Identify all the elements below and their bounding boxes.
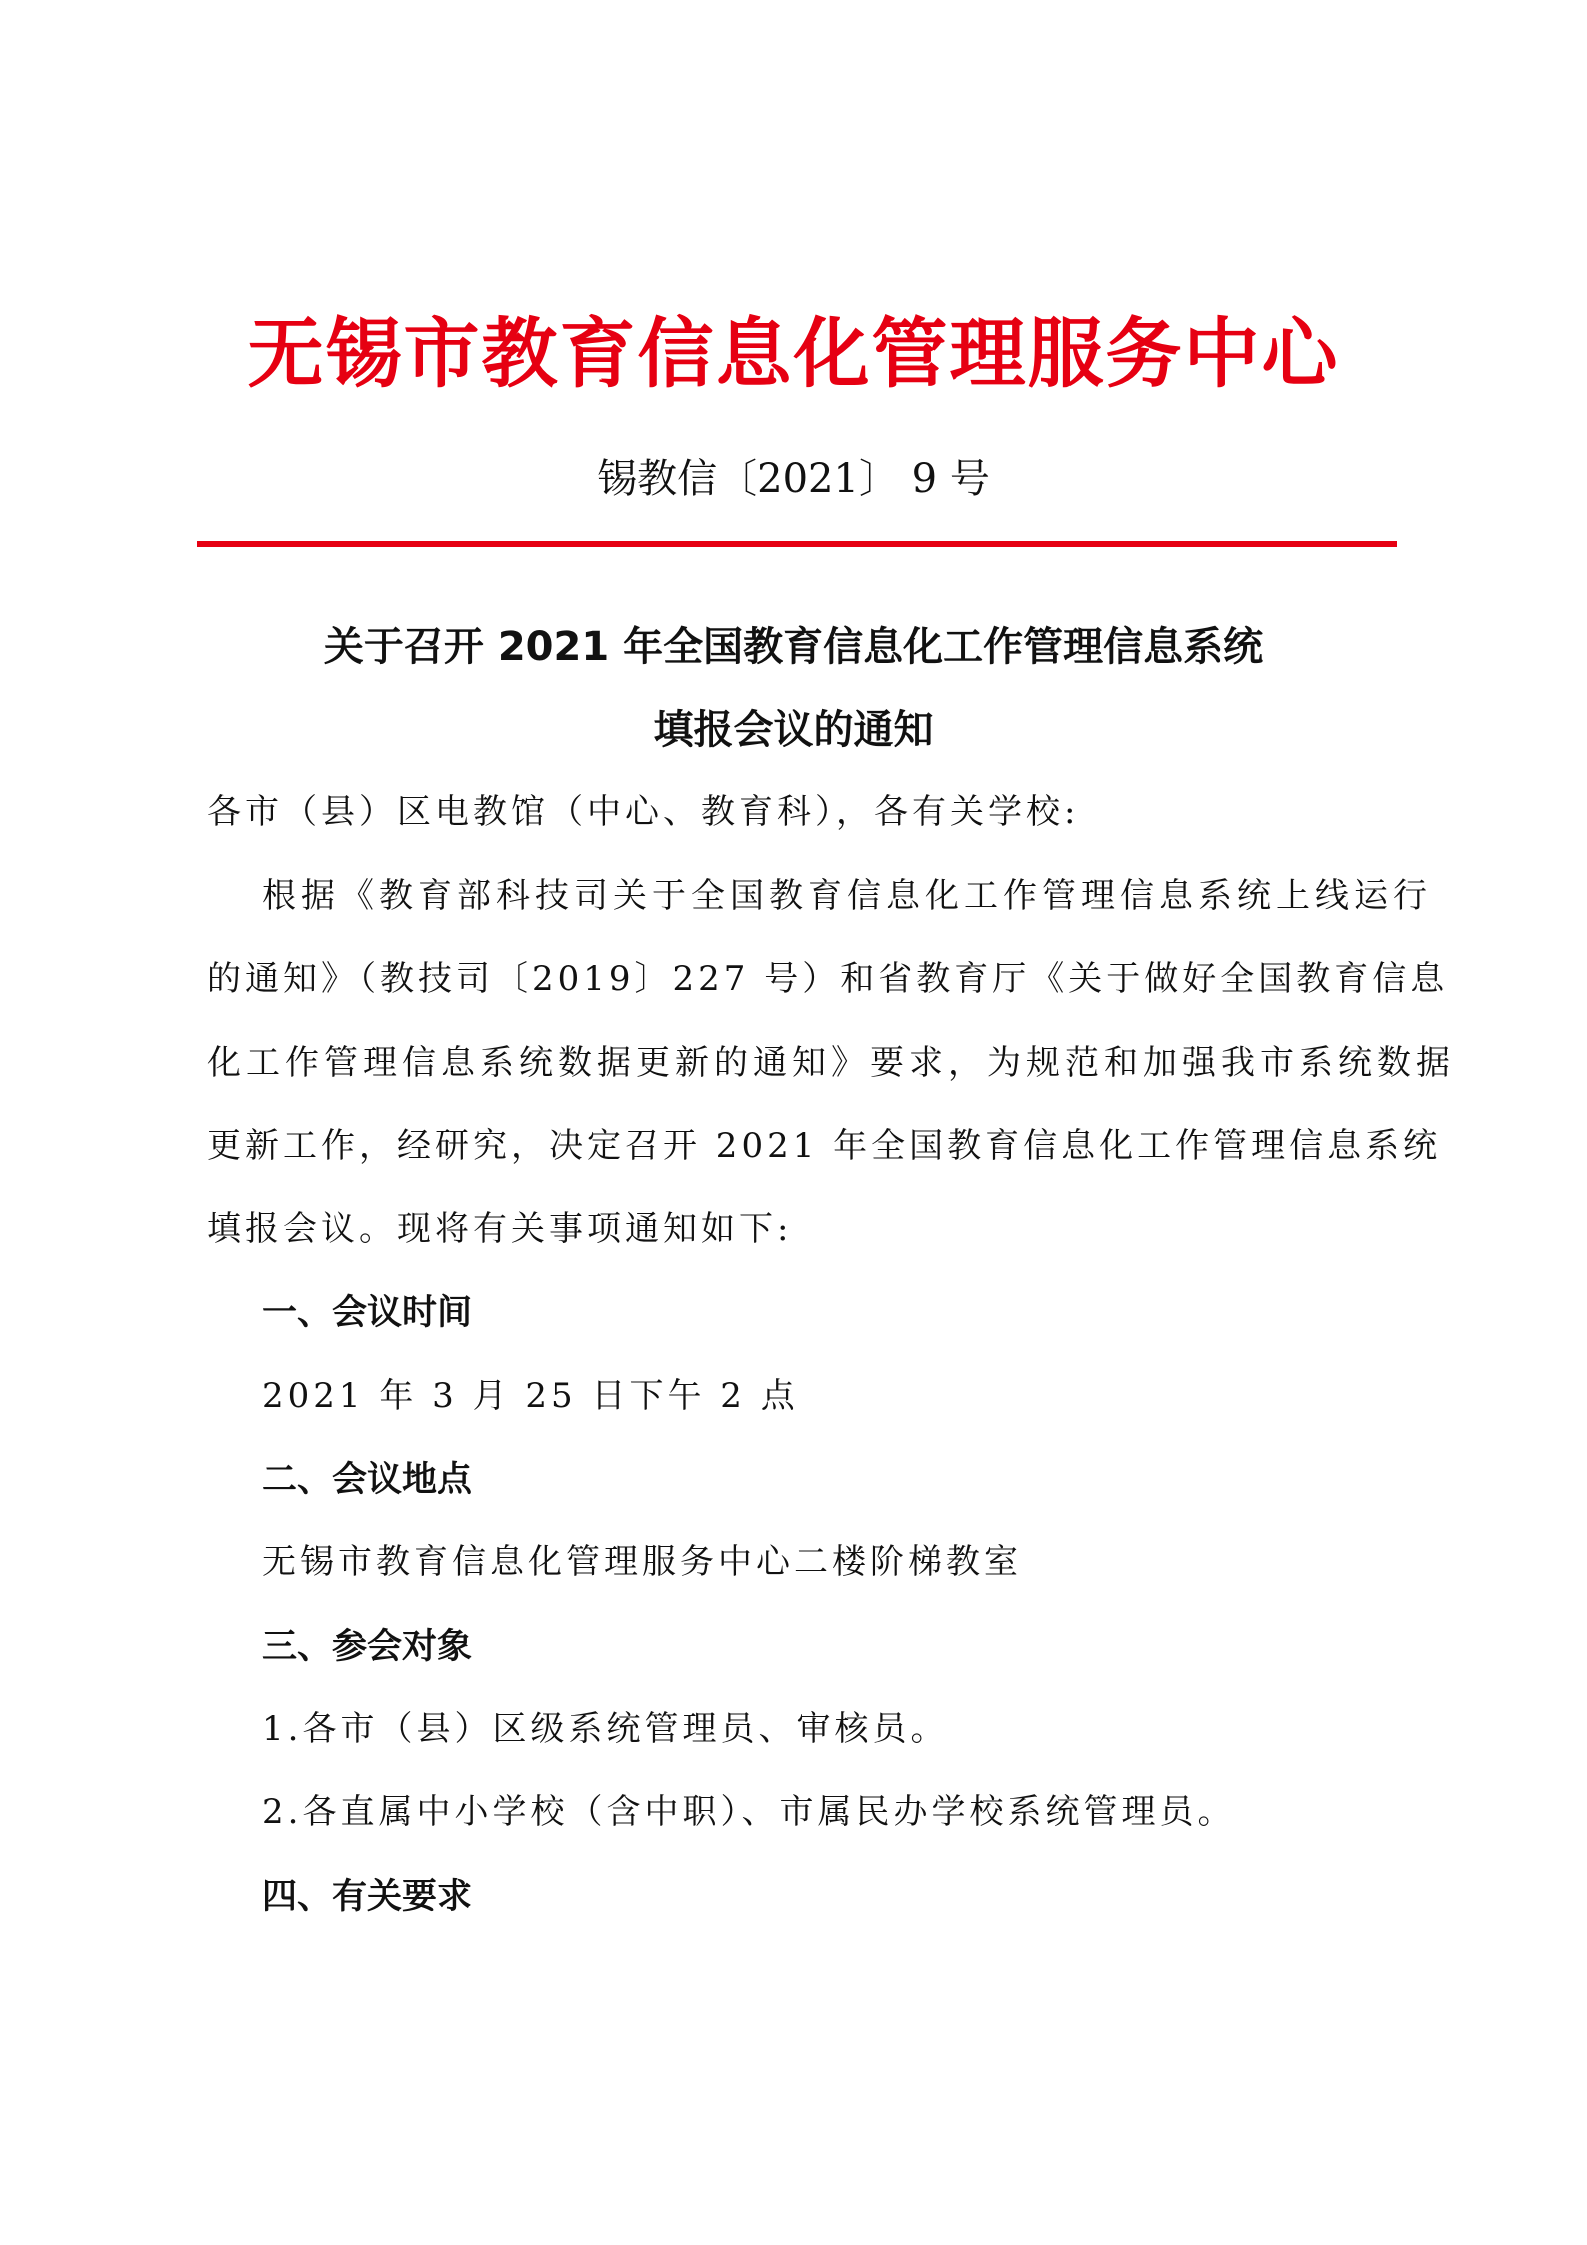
intro-line: 化工作管理信息系统数据更新的通知》要求，为规范和加强我市系统数据 [207,1043,1455,1083]
section-heading-attendees: 三、参会对象 [262,1627,473,1667]
document-number: 锡教信〔2021〕 9 号 [597,456,990,502]
section-heading-requirements: 四、有关要求 [262,1877,473,1917]
notice-title-line-1: 关于召开 2021 年全国教育信息化工作管理信息系统 [323,624,1264,670]
meeting-place: 无锡市教育信息化管理服务中心二楼阶梯教室 [262,1542,1022,1582]
meeting-time: 2021 年 3 月 25 日下午 2 点 [262,1376,799,1416]
section-heading-time: 一、会议时间 [262,1293,473,1333]
red-divider-rule [197,541,1397,547]
notice-title-line-2: 填报会议的通知 [653,707,934,753]
intro-line: 更新工作，经研究，决定召开 2021 年全国教育信息化工作管理信息系统 [207,1126,1442,1166]
intro-line: 填报会议。现将有关事项通知如下: [207,1209,793,1249]
org-name-header: 无锡市教育信息化管理服务中心 [247,309,1340,398]
intro-line: 根据《教育部科技司关于全国教育信息化工作管理信息系统上线运行 [262,876,1432,916]
attendee-item: 1.各市（县）区级系统管理员、审核员。 [262,1709,949,1749]
attendee-item: 2.各直属中小学校（含中职）、市属民办学校系统管理员。 [262,1792,1236,1832]
section-heading-place: 二、会议地点 [262,1460,473,1500]
intro-line: 的通知》（教技司〔2019〕227 号）和省教育厅《关于做好全国教育信息 [207,959,1449,999]
salutation: 各市（县）区电教馆（中心、教育科），各有关学校: [207,792,1080,832]
